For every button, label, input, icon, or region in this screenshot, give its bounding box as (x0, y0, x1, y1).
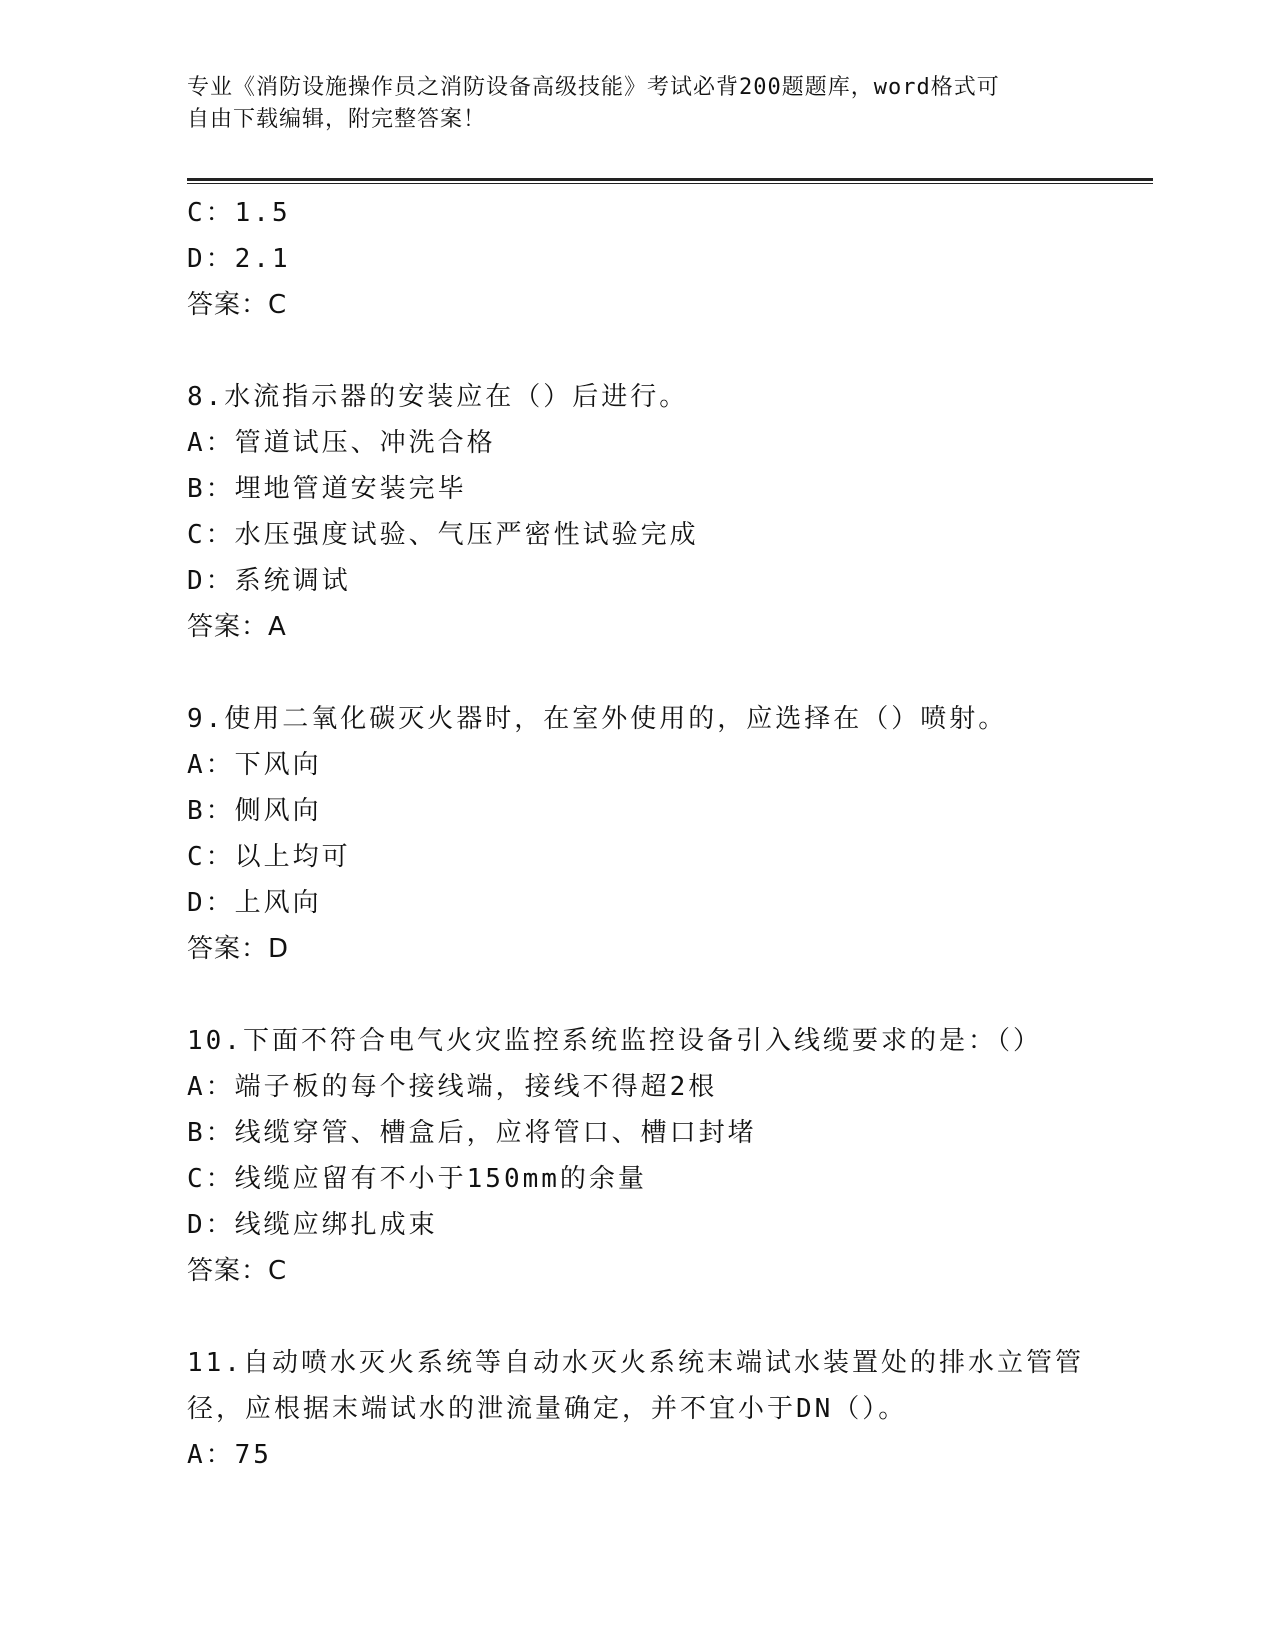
option-a: A：下风向 (187, 750, 322, 780)
option-d: D：上风向 (187, 888, 322, 918)
header-line-1: 专业《消防设施操作员之消防设备高级技能》考试必背200题题库，word格式可 (187, 75, 1000, 100)
option-a: A：端子板的每个接线端，接线不得超2根 (187, 1072, 718, 1102)
option-d: D：系统调试 (187, 566, 351, 596)
question-11-line-2: 径，应根据末端试水的泄流量确定，并不宜小于DN（）。 (187, 1394, 908, 1424)
answer: 答案：C (187, 1256, 288, 1286)
option-b: B：侧风向 (187, 796, 322, 826)
option-b: B：埋地管道安装完毕 (187, 474, 467, 504)
option-d: D：2.1 (187, 244, 291, 274)
header-rule-thick (187, 178, 1153, 181)
option-c: C：线缆应留有不小于150mm的余量 (187, 1164, 647, 1194)
option-c: C：1.5 (187, 198, 291, 228)
option-b: B：线缆穿管、槽盒后，应将管口、槽口封堵 (187, 1118, 757, 1148)
option-a: A：75 (187, 1440, 272, 1470)
option-c: C：以上均可 (187, 842, 351, 872)
answer: 答案：A (187, 612, 287, 642)
answer: 答案：D (187, 934, 290, 964)
question-11-line-1: 11.自动喷水灭火系统等自动水灭火系统末端试水装置处的排水立管管 (187, 1348, 1084, 1378)
option-c: C：水压强度试验、气压严密性试验完成 (187, 520, 699, 550)
header-line-2: 自由下载编辑，附完整答案！ (187, 107, 487, 132)
question-9: 9.使用二氧化碳灭火器时，在室外使用的，应选择在（）喷射。 (187, 704, 1008, 734)
question-list (187, 190, 1153, 1478)
question-8: 8.水流指示器的安装应在（）后进行。 (187, 382, 689, 412)
header-rule-thin (187, 183, 1153, 184)
answer: 答案：C (187, 290, 288, 320)
option-a: A：管道试压、冲洗合格 (187, 428, 496, 458)
question-10: 10.下面不符合电气火灾监控系统监控设备引入线缆要求的是：（） (187, 1026, 1042, 1056)
option-d: D：线缆应绑扎成束 (187, 1210, 438, 1240)
document-header (187, 72, 1087, 136)
